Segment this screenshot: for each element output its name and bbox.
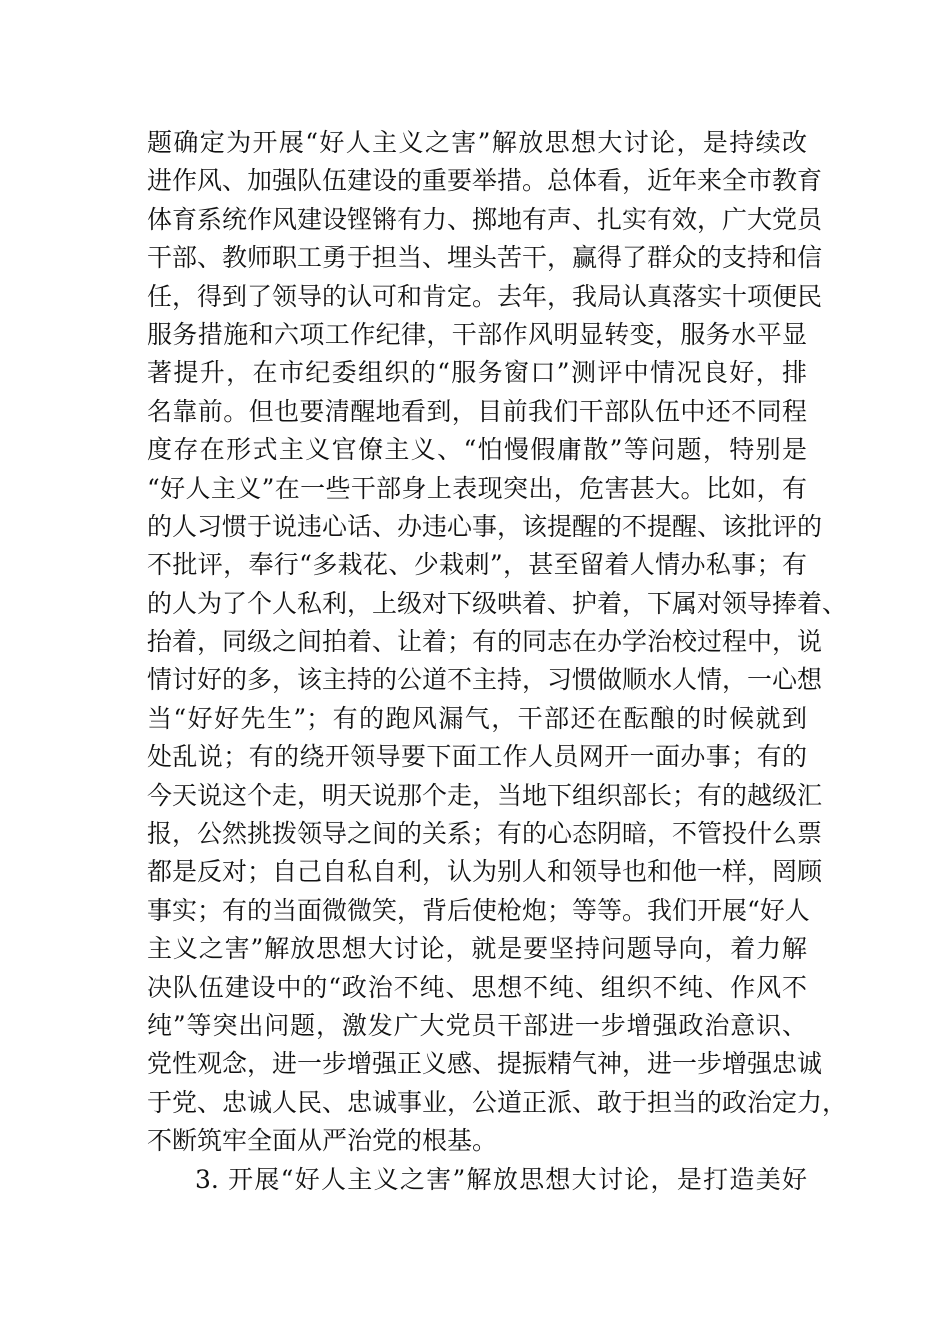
text-line: 的人为了个人私利，上级对下级哄着、护着，下属对领导捧着、 [147, 588, 848, 618]
section-3-heading-line: 3. 开展“好人主义之害”解放思想大讨论，是打造美好 [195, 1164, 807, 1194]
text-line: 度存在形式主义官僚主义、“怕慢假庸散”等问题，特别是 [147, 435, 807, 465]
text-line: 处乱说；有的绕开领导要下面工作人员网开一面办事；有的 [147, 742, 807, 772]
text-line: 当“好好先生”；有的跑风漏气，干部还在酝酿的时候就到 [147, 703, 807, 733]
body-text [147, 124, 848, 1199]
text-line: 题确定为开展“好人主义之害”解放思想大讨论，是持续改 [147, 128, 807, 157]
text-line: 著提升，在市纪委组织的“服务窗口”测评中情况良好，排 [147, 358, 807, 388]
text-line: “好人主义”在一些干部身上表现突出，危害甚大。比如，有 [147, 473, 807, 503]
paragraph-end-line: 不断筑牢全面从严治党的根基。 [147, 1126, 498, 1156]
text-line: 都是反对；自己自私自利，认为别人和领导也和他一样，罔顾 [147, 857, 823, 887]
text-line: 主义之害”解放思想大讨论，就是要坚持问题导向，着力解 [147, 934, 807, 964]
text-line: 今天说这个走，明天说那个走，当地下组织部长；有的越级汇 [147, 780, 823, 810]
text-line: 决队伍建设中的“政治不纯、思想不纯、组织不纯、作风不 [147, 972, 807, 1002]
text-line: 情讨好的多，该主持的公道不主持，习惯做顺水人情，一心想 [147, 665, 823, 695]
text-line: 事实；有的当面微微笑，背后使枪炮；等等。我们开展“好人 [147, 895, 810, 925]
text-line: 报，公然挑拨领导之间的关系；有的心态阴暗，不管投什么票 [147, 819, 823, 849]
text-line: 党性观念，进一步增强正义感、提振精气神，进一步增强忠诚 [147, 1049, 823, 1079]
text-line: 任，得到了领导的认可和肯定。去年，我局认真落实十项便民 [147, 281, 823, 311]
text-line: 于党、忠诚人民、忠诚事业，公道正派、敢于担当的政治定力， [147, 1087, 848, 1117]
text-line: 不批评，奉行“多栽花、少栽刺”，甚至留着人情办私事；有 [147, 550, 807, 580]
text-line: 进作风、加强队伍建设的重要举措。总体看，近年来全市教育 [147, 166, 823, 196]
text-line: 体育系统作风建设铿锵有力、掷地有声、扎实有效，广大党员 [147, 204, 823, 234]
text-line: 名靠前。但也要清醒地看到，目前我们干部队伍中还不同程 [147, 396, 807, 426]
text-line: 干部、教师职工勇于担当、埋头苦干，赢得了群众的支持和信 [147, 243, 823, 273]
text-line: 的人习惯于说违心话、办违心事，该提醒的不提醒、该批评的 [147, 511, 823, 541]
text-line: 抬着，同级之间拍着、让着；有的同志在办学治校过程中，说 [147, 627, 823, 657]
text-line: 纯”等突出问题，激发广大党员干部进一步增强政治意识、 [147, 1010, 807, 1040]
text-line: 服务措施和六项工作纪律，干部作风明显转变，服务水平显 [147, 319, 807, 349]
